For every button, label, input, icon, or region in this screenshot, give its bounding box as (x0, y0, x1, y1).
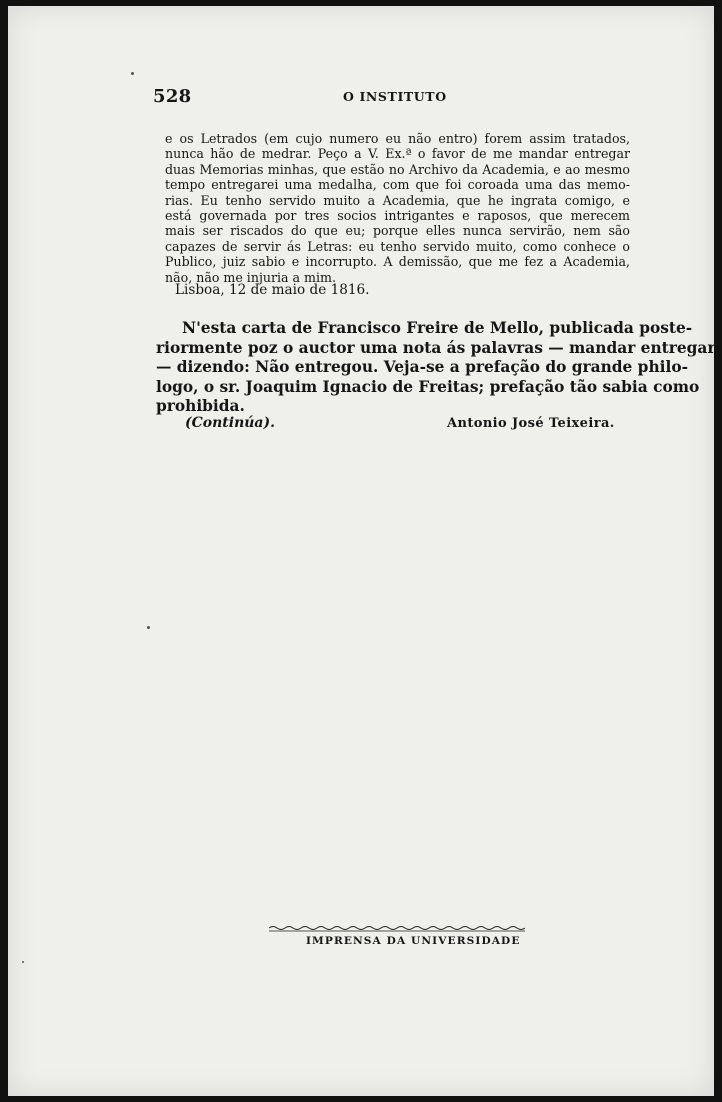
wavy-rule-divider (269, 924, 525, 932)
printer-imprint: IMPRENSA DA UNIVERSIDADE (306, 935, 521, 947)
note-line: prohibida. (156, 397, 245, 416)
note-line: riormente poz o auctor uma nota ás palavras — mandar entregar (156, 338, 716, 357)
author-signature: Antonio José Teixeira. (447, 416, 615, 431)
letter-line: Publico, juiz sabio e incorrupto. A demissão, que me fez a Academia, (165, 254, 630, 270)
letter-line: nunca hão de medrar. Peço a V. Ex.ª o favor de me mandar entregar (165, 146, 630, 162)
paper-speck (22, 961, 24, 963)
letter-date-line: Lisboa, 12 de maio de 1816. (175, 282, 370, 298)
note-line: logo, o sr. Joaquim Ignacio de Freitas; prefação tão sabia como (156, 377, 700, 396)
letter-body (165, 131, 630, 285)
paper-speck (131, 72, 134, 75)
page-header (8, 86, 714, 108)
letter-line: mais ser riscados do que eu; porque elles nunca servirão, nem são (165, 223, 630, 239)
page-number: 528 (153, 86, 192, 107)
continua-label: (Continúa). (185, 415, 275, 431)
letter-line: duas Memorias minhas, que estão no Archivo da Academia, e ao mesmo (165, 161, 630, 177)
letter-line: rias. Eu tenho servido muito a Academia, que he ingrata comigo, e (165, 192, 630, 208)
note-line: N'esta carta de Francisco Freire de Mello, publicada poste- (182, 319, 693, 337)
letter-line: capazes de servir ás Letras: eu tenho servido muito, como conhece o (165, 238, 630, 254)
letter-line: e os Letrados (em cujo numero eu não entro) forem assim tratados, (165, 131, 630, 146)
letter-line: está governada por tres socios intrigantes e raposos, que merecem (165, 208, 630, 224)
running-head: O INSTITUTO (343, 89, 447, 104)
letter-line: tempo entregarei uma medalha, com que foi coroada uma das memo- (165, 177, 630, 193)
document-page (8, 6, 714, 1096)
editor-note (156, 319, 716, 417)
paper-speck (147, 626, 150, 629)
note-line: — dizendo: Não entregou. Veja-se a prefação do grande philo- (156, 358, 688, 377)
letter-line: não, não me injuria a mim. (165, 269, 336, 285)
